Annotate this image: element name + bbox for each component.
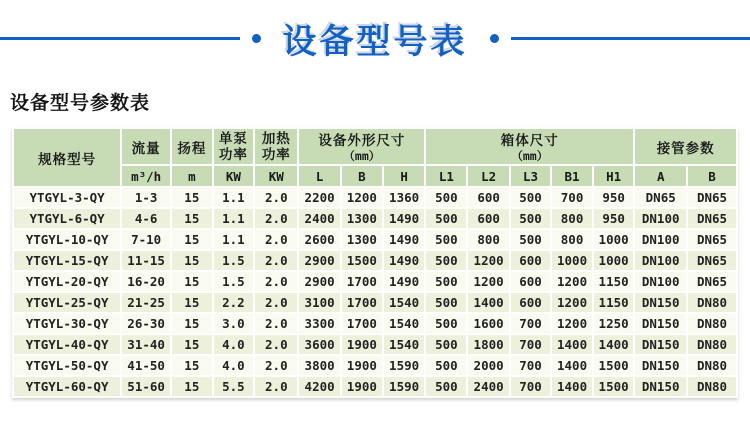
overall-dims-label: 设备外形尺寸 bbox=[318, 133, 406, 148]
value-cell: 1490 bbox=[384, 272, 424, 291]
value-cell: 4200 bbox=[299, 377, 339, 396]
value-cell: 500 bbox=[426, 377, 466, 396]
model-cell: YTGYL-60-QY bbox=[14, 377, 120, 396]
value-cell: 1590 bbox=[384, 377, 424, 396]
table-row bbox=[14, 230, 736, 249]
value-cell: DN150 bbox=[635, 335, 686, 354]
value-cell: 2.0 bbox=[255, 230, 297, 249]
value-cell: 1250 bbox=[594, 314, 634, 333]
value-cell: DN80 bbox=[688, 377, 736, 396]
table-row bbox=[14, 188, 736, 207]
value-cell: DN65 bbox=[688, 230, 736, 249]
value-cell: DN80 bbox=[688, 356, 736, 375]
value-cell: DN80 bbox=[688, 335, 736, 354]
value-cell: 15 bbox=[172, 188, 212, 207]
value-cell: 1900 bbox=[342, 335, 382, 354]
value-cell: 2.0 bbox=[255, 209, 297, 228]
unit-B2: B bbox=[688, 166, 736, 186]
table-row bbox=[14, 335, 736, 354]
value-cell: 15 bbox=[172, 251, 212, 270]
unit-L: L bbox=[299, 166, 339, 186]
value-cell: 500 bbox=[426, 230, 466, 249]
value-cell: 4.0 bbox=[214, 335, 254, 354]
value-cell: 600 bbox=[511, 272, 551, 291]
unit-heat-power: KW bbox=[255, 166, 297, 186]
value-cell: 500 bbox=[426, 272, 466, 291]
value-cell: 1.5 bbox=[214, 251, 254, 270]
banner-rule-right bbox=[511, 37, 750, 40]
value-cell: 31-40 bbox=[122, 335, 170, 354]
value-cell: 26-30 bbox=[122, 314, 170, 333]
value-cell: 600 bbox=[511, 293, 551, 312]
value-cell: 1500 bbox=[594, 377, 634, 396]
value-cell: DN65 bbox=[688, 188, 736, 207]
value-cell: DN100 bbox=[635, 251, 686, 270]
model-cell: YTGYL-50-QY bbox=[14, 356, 120, 375]
value-cell: 1490 bbox=[384, 251, 424, 270]
value-cell: 1400 bbox=[594, 335, 634, 354]
value-cell: 21-25 bbox=[122, 293, 170, 312]
value-cell: 1400 bbox=[468, 293, 508, 312]
banner-dot-right-icon bbox=[490, 34, 499, 43]
banner-rule-left bbox=[0, 37, 240, 40]
value-cell: 1490 bbox=[384, 230, 424, 249]
value-cell: 1800 bbox=[468, 335, 508, 354]
value-cell: 1.1 bbox=[214, 188, 254, 207]
value-cell: 15 bbox=[172, 335, 212, 354]
table-caption: 设备型号参数表 bbox=[10, 93, 151, 114]
model-cell: YTGYL-15-QY bbox=[14, 251, 120, 270]
value-cell: 1600 bbox=[468, 314, 508, 333]
value-cell: 700 bbox=[511, 314, 551, 333]
value-cell: 1000 bbox=[594, 230, 634, 249]
table-row bbox=[14, 314, 736, 333]
value-cell: 1000 bbox=[594, 251, 634, 270]
page-title: 设备型号表 bbox=[282, 22, 468, 61]
value-cell: 1-3 bbox=[122, 188, 170, 207]
value-cell: 500 bbox=[426, 188, 466, 207]
banner-dot-left-icon bbox=[252, 34, 261, 43]
value-cell: 1700 bbox=[342, 272, 382, 291]
value-cell: 11-15 bbox=[122, 251, 170, 270]
value-cell: 700 bbox=[552, 188, 592, 207]
value-cell: 2.0 bbox=[255, 335, 297, 354]
value-cell: 700 bbox=[511, 335, 551, 354]
value-cell: 2400 bbox=[468, 377, 508, 396]
value-cell: 3300 bbox=[299, 314, 339, 333]
model-cell: YTGYL-3-QY bbox=[14, 188, 120, 207]
value-cell: 600 bbox=[468, 188, 508, 207]
value-cell: 2.0 bbox=[255, 314, 297, 333]
value-cell: 1300 bbox=[342, 209, 382, 228]
value-cell: DN65 bbox=[688, 209, 736, 228]
value-cell: 2.0 bbox=[255, 377, 297, 396]
value-cell: 500 bbox=[426, 335, 466, 354]
tank-dims-unit: （mm） bbox=[511, 149, 549, 163]
value-cell: DN100 bbox=[635, 272, 686, 291]
value-cell: 2.0 bbox=[255, 188, 297, 207]
value-cell: DN65 bbox=[635, 188, 686, 207]
value-cell: 1200 bbox=[342, 188, 382, 207]
value-cell: 500 bbox=[426, 209, 466, 228]
value-cell: 1700 bbox=[342, 293, 382, 312]
unit-L2: L2 bbox=[468, 166, 508, 186]
value-cell: 15 bbox=[172, 377, 212, 396]
col-header-heat-power: 加热功率 bbox=[255, 129, 297, 164]
value-cell: 1.1 bbox=[214, 209, 254, 228]
value-cell: DN150 bbox=[635, 314, 686, 333]
value-cell: 1400 bbox=[552, 335, 592, 354]
value-cell: DN80 bbox=[688, 314, 736, 333]
value-cell: 1700 bbox=[342, 314, 382, 333]
unit-B: B bbox=[342, 166, 382, 186]
value-cell: 15 bbox=[172, 272, 212, 291]
value-cell: DN150 bbox=[635, 356, 686, 375]
value-cell: 1150 bbox=[594, 272, 634, 291]
value-cell: 1300 bbox=[342, 230, 382, 249]
value-cell: 3100 bbox=[299, 293, 339, 312]
value-cell: 1.5 bbox=[214, 272, 254, 291]
table-row bbox=[14, 272, 736, 291]
unit-B1: B1 bbox=[552, 166, 592, 186]
value-cell: 700 bbox=[511, 377, 551, 396]
model-cell: YTGYL-30-QY bbox=[14, 314, 120, 333]
value-cell: 500 bbox=[426, 293, 466, 312]
value-cell: 5.5 bbox=[214, 377, 254, 396]
value-cell: 15 bbox=[172, 356, 212, 375]
model-cell: YTGYL-40-QY bbox=[14, 335, 120, 354]
value-cell: 1200 bbox=[552, 272, 592, 291]
col-header-model: 规格型号 bbox=[14, 129, 120, 186]
value-cell: 1200 bbox=[552, 293, 592, 312]
overall-dims-unit: （mm） bbox=[343, 149, 381, 163]
header-row-units bbox=[14, 166, 736, 186]
value-cell: 2600 bbox=[299, 230, 339, 249]
col-group-tank-dims bbox=[426, 129, 633, 164]
spec-table bbox=[12, 127, 738, 398]
value-cell: 600 bbox=[468, 209, 508, 228]
value-cell: 3800 bbox=[299, 356, 339, 375]
value-cell: 15 bbox=[172, 293, 212, 312]
value-cell: 2.0 bbox=[255, 356, 297, 375]
value-cell: 500 bbox=[511, 209, 551, 228]
value-cell: 41-50 bbox=[122, 356, 170, 375]
model-cell: YTGYL-6-QY bbox=[14, 209, 120, 228]
unit-flow: m³/h bbox=[122, 166, 170, 186]
value-cell: 3600 bbox=[299, 335, 339, 354]
value-cell: 950 bbox=[594, 209, 634, 228]
col-header-head: 扬程 bbox=[172, 129, 212, 164]
col-header-flow: 流量 bbox=[122, 129, 170, 164]
table-header bbox=[14, 129, 736, 186]
value-cell: 800 bbox=[552, 209, 592, 228]
value-cell: 7-10 bbox=[122, 230, 170, 249]
value-cell: 1540 bbox=[384, 335, 424, 354]
value-cell: 15 bbox=[172, 314, 212, 333]
value-cell: 4.0 bbox=[214, 356, 254, 375]
banner bbox=[0, 0, 750, 76]
value-cell: 1500 bbox=[594, 356, 634, 375]
table-row bbox=[14, 377, 736, 396]
unit-head: m bbox=[172, 166, 212, 186]
value-cell: 1900 bbox=[342, 356, 382, 375]
unit-H: H bbox=[384, 166, 424, 186]
header-row-main bbox=[14, 129, 736, 164]
value-cell: 1200 bbox=[468, 251, 508, 270]
unit-L3: L3 bbox=[511, 166, 551, 186]
value-cell: 1150 bbox=[594, 293, 634, 312]
value-cell: 600 bbox=[511, 251, 551, 270]
value-cell: 1540 bbox=[384, 293, 424, 312]
value-cell: 2900 bbox=[299, 272, 339, 291]
model-cell: YTGYL-10-QY bbox=[14, 230, 120, 249]
value-cell: 500 bbox=[511, 188, 551, 207]
value-cell: 51-60 bbox=[122, 377, 170, 396]
value-cell: 500 bbox=[511, 230, 551, 249]
table-row bbox=[14, 209, 736, 228]
value-cell: 1400 bbox=[552, 356, 592, 375]
value-cell: 1200 bbox=[468, 272, 508, 291]
value-cell: DN65 bbox=[688, 251, 736, 270]
value-cell: 2900 bbox=[299, 251, 339, 270]
value-cell: 800 bbox=[552, 230, 592, 249]
table-row bbox=[14, 251, 736, 270]
value-cell: 15 bbox=[172, 230, 212, 249]
value-cell: DN80 bbox=[688, 293, 736, 312]
value-cell: 1540 bbox=[384, 314, 424, 333]
value-cell: 500 bbox=[426, 314, 466, 333]
value-cell: 1490 bbox=[384, 209, 424, 228]
value-cell: 500 bbox=[426, 251, 466, 270]
value-cell: 2.0 bbox=[255, 293, 297, 312]
unit-pump-power: KW bbox=[214, 166, 254, 186]
value-cell: 2.0 bbox=[255, 251, 297, 270]
value-cell: DN100 bbox=[635, 230, 686, 249]
value-cell: 1.1 bbox=[214, 230, 254, 249]
table-row bbox=[14, 293, 736, 312]
unit-A: A bbox=[635, 166, 686, 186]
value-cell: 16-20 bbox=[122, 272, 170, 291]
value-cell: DN100 bbox=[635, 209, 686, 228]
value-cell: 950 bbox=[594, 188, 634, 207]
col-group-overall-dims bbox=[299, 129, 424, 164]
value-cell: 800 bbox=[468, 230, 508, 249]
value-cell: 1200 bbox=[552, 314, 592, 333]
value-cell: 2000 bbox=[468, 356, 508, 375]
value-cell: 700 bbox=[511, 356, 551, 375]
value-cell: 1500 bbox=[342, 251, 382, 270]
tank-dims-label: 箱体尺寸 bbox=[500, 133, 559, 148]
value-cell: 15 bbox=[172, 209, 212, 228]
value-cell: 2.2 bbox=[214, 293, 254, 312]
value-cell: 1900 bbox=[342, 377, 382, 396]
unit-H1: H1 bbox=[594, 166, 634, 186]
value-cell: 3.0 bbox=[214, 314, 254, 333]
value-cell: DN150 bbox=[635, 293, 686, 312]
col-group-pipe-params: 接管参数 bbox=[635, 129, 736, 164]
value-cell: 1360 bbox=[384, 188, 424, 207]
value-cell: 1000 bbox=[552, 251, 592, 270]
unit-L1: L1 bbox=[426, 166, 466, 186]
col-header-pump-power: 单泵功率 bbox=[214, 129, 254, 164]
value-cell: 4-6 bbox=[122, 209, 170, 228]
value-cell: DN65 bbox=[688, 272, 736, 291]
model-cell: YTGYL-25-QY bbox=[14, 293, 120, 312]
table-body bbox=[14, 188, 736, 396]
value-cell: 2.0 bbox=[255, 272, 297, 291]
value-cell: 2200 bbox=[299, 188, 339, 207]
value-cell: 1400 bbox=[552, 377, 592, 396]
value-cell: DN150 bbox=[635, 377, 686, 396]
model-cell: YTGYL-20-QY bbox=[14, 272, 120, 291]
table-row bbox=[14, 356, 736, 375]
value-cell: 2400 bbox=[299, 209, 339, 228]
value-cell: 1590 bbox=[384, 356, 424, 375]
value-cell: 500 bbox=[426, 356, 466, 375]
